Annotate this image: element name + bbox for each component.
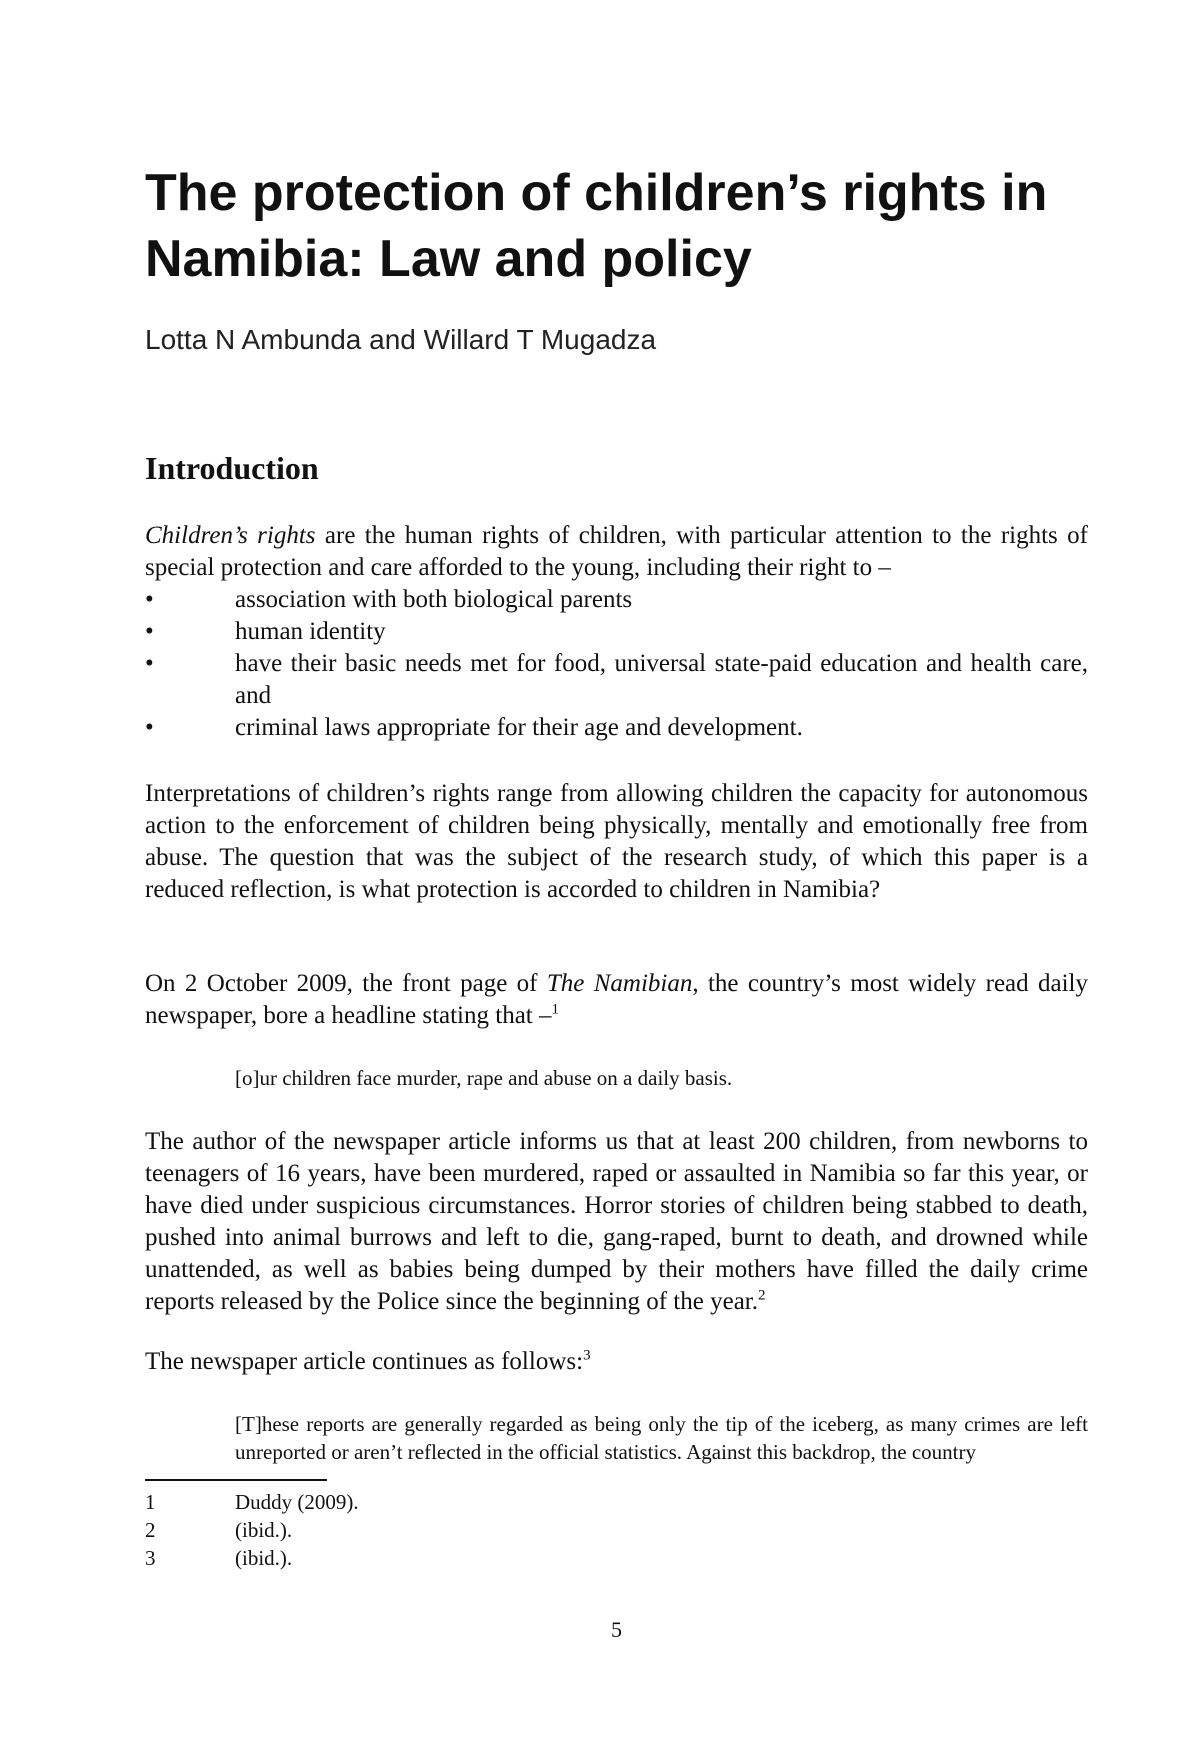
list-item	[145, 648, 1088, 712]
list-item-text: criminal laws appropriate for their age and development.	[235, 714, 803, 741]
bullet-icon: •	[145, 714, 154, 741]
block-quote: [T]hese reports are generally regarded as being only the tip of the iceberg, as many crimes are left unreported or aren’t reflected in the official statistics. Against this backdrop, the country	[235, 1412, 1088, 1464]
paragraph-text: The newspaper article continues as follows:	[145, 1348, 584, 1375]
paper-authors: Lotta N Ambunda and Willard T Mugadza	[145, 324, 657, 355]
footnote-text: (ibid.).	[235, 1518, 293, 1542]
bullet-icon: •	[145, 650, 154, 677]
footnote-divider	[145, 1479, 327, 1481]
intro-paragraph	[145, 520, 1088, 584]
list-item	[145, 712, 1088, 744]
paragraph-text: , the country’s most widely read daily newspaper, bore a headline stating that –	[145, 970, 1088, 1029]
footnote-item	[145, 1516, 1088, 1544]
bullet-icon: •	[145, 618, 154, 645]
list-item-text: have their basic needs met for food, universal state-paid education and health care, and	[235, 650, 1088, 709]
footnote-ref: 2	[758, 1287, 766, 1304]
newspaper-paragraph	[145, 968, 1088, 1032]
page-number: 5	[611, 1617, 622, 1642]
intro-text: are the human rights of children, with particular attention to the rights of special protection and care afforded to the young, including their right to –	[145, 522, 1088, 581]
list-item-text: human identity	[235, 618, 386, 645]
list-item	[145, 584, 1088, 616]
bullet-icon: •	[145, 586, 154, 613]
rights-list	[145, 584, 1088, 744]
section-heading: Introduction	[145, 450, 319, 486]
list-item	[145, 616, 1088, 648]
footnote-item	[145, 1544, 1088, 1572]
footnote-number: 3	[145, 1546, 156, 1570]
intro-term: Children’s rights	[145, 522, 316, 549]
list-item-text: association with both biological parents	[235, 586, 633, 613]
footnote-text: (ibid.).	[235, 1546, 293, 1570]
footnote-number: 2	[145, 1518, 156, 1542]
footnote-number: 1	[145, 1490, 156, 1514]
article-paragraph	[145, 1126, 1088, 1318]
interpretations-paragraph: Interpretations of children’s rights range from allowing children the capacity for autonomous action to the enforcement of children being physically, mentally and emotionally free from abuse. The question that was the subject of the research study, of which this paper is a reduced reflection, is what protection is accorded to children in Namibia?	[145, 780, 1088, 903]
paragraph-text: On 2 October 2009, the front page of	[145, 970, 547, 997]
newspaper-name: The Namibian	[546, 970, 693, 997]
footnotes	[145, 1488, 1088, 1572]
footnote-item	[145, 1488, 1088, 1516]
footnote-ref: 1	[551, 1001, 559, 1018]
footnote-text: Duddy (2009).	[235, 1490, 359, 1514]
paper-title: The protection of children’s rights in Namibia: Law and policy	[145, 164, 1048, 288]
block-quote: [o]ur children face murder, rape and abuse on a daily basis.	[235, 1066, 733, 1090]
continues-paragraph	[145, 1346, 1088, 1378]
paragraph-text: The author of the newspaper article informs us that at least 200 children, from newborns to teenagers of 16 years, have been murdered, raped or assaulted in Namibia so far this year, or have died under suspicious circumstances. Horror stories of children being stabbed to death, pushed into animal burrows and left to die, gang-raped, burnt to death, and drowned while unattended, as well as babies being dumped by their mothers have filled the daily crime reports released by the Police since the beginning of the year.	[145, 1128, 1088, 1315]
footnote-ref: 3	[583, 1347, 591, 1364]
